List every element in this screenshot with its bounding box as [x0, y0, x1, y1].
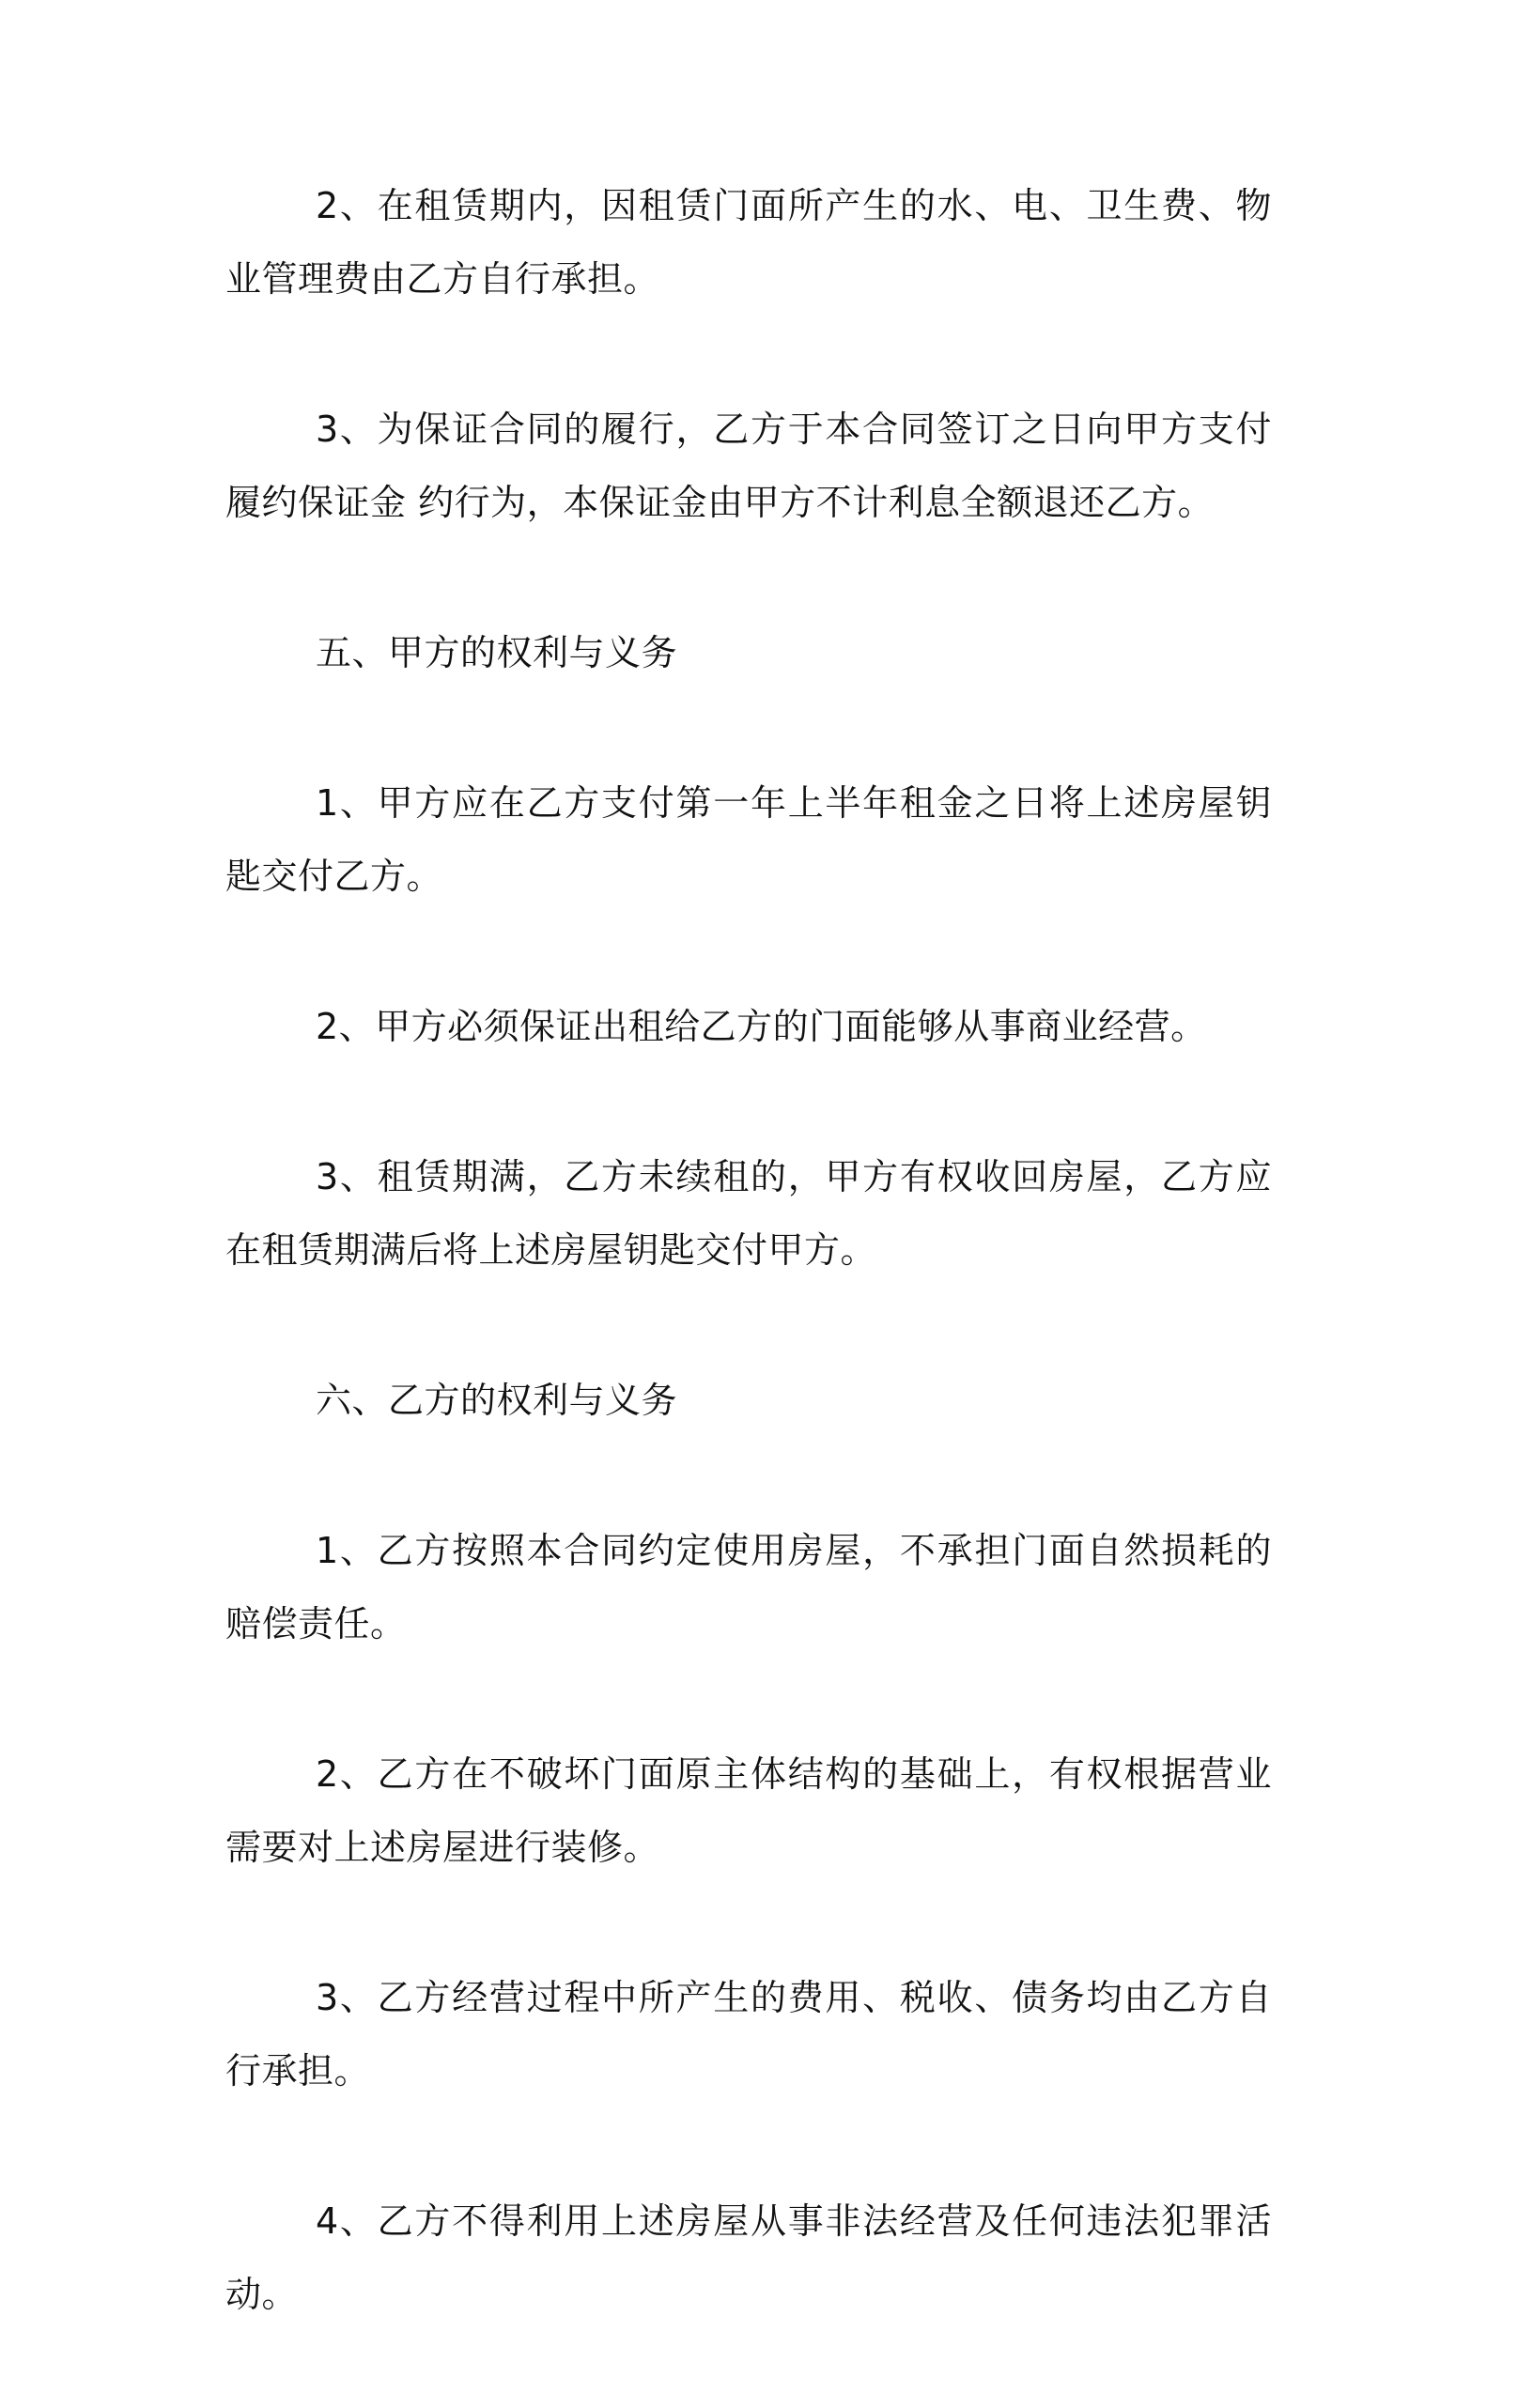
clause-6-2: 2、乙方在不破坏门面原主体结构的基础上，有权根据营业需要对上述房屋进行装修。: [225, 1753, 1272, 1868]
document-body: [225, 169, 1272, 2408]
section-heading-5: 五、甲方的权利与义务: [316, 632, 678, 673]
clause-6-1: 1、乙方按照本合同约定使用房屋，不承担门面自然损耗的赔偿责任。: [225, 1530, 1272, 1644]
section-heading-6: 六、乙方的权利与义务: [316, 1380, 678, 1421]
clause-6-3: 3、乙方经营过程中所产生的费用、税收、债务均由乙方自行承担。: [225, 1977, 1272, 2092]
clause-5-2: 2、甲方必须保证出租给乙方的门面能够从事商业经营。: [316, 1006, 1207, 1047]
clause-6-4: 4、乙方不得利用上述房屋从事非法经营及任何违法犯罪活动。: [225, 2200, 1272, 2315]
clause-5-3: 3、租赁期满，乙方未续租的，甲方有权收回房屋，乙方应在租赁期满后将上述房屋钥匙交付甲方。: [225, 1156, 1272, 1271]
clause-4-3: 3、为保证合同的履行，乙方于本合同签订之日向甲方支付履约保证金 约行为，本保证金由甲方不计利息全额退还乙方。: [225, 409, 1272, 523]
clause-5-1: 1、甲方应在乙方支付第一年上半年租金之日将上述房屋钥匙交付乙方。: [225, 782, 1272, 897]
clause-4-2: 2、在租赁期内，因租赁门面所产生的水、电、卫生费、物业管理费由乙方自行承担。: [225, 185, 1272, 300]
